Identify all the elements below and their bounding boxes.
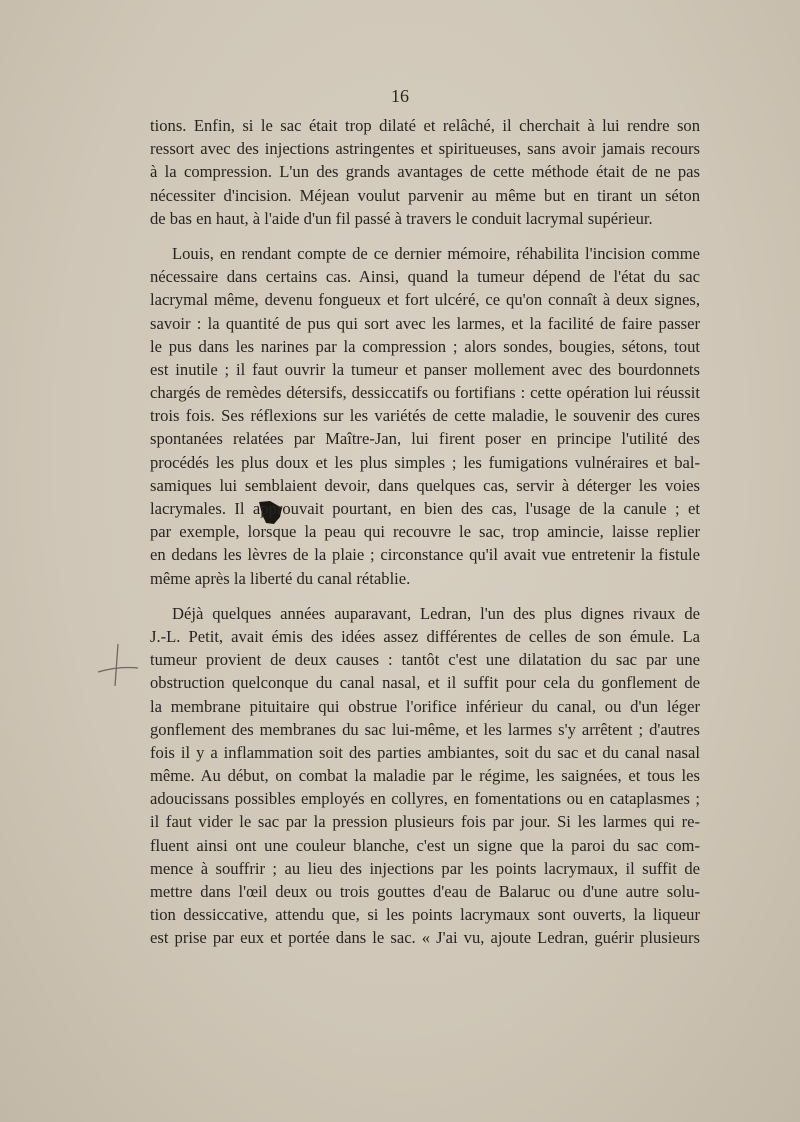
text-line: Louis, en rendant compte de ce dernier mémoire, réhabilita l'incision comme (172, 243, 700, 263)
text-line: lacrymales. Il approuvait pourtant, en bien des cas, l'usage de la canule ; et (150, 499, 700, 518)
text-line: obstruction quelconque du canal nasal, et il suffit pour cela du gonflement de (150, 673, 700, 693)
text-line: samiques lui semblaient devoir, dans quelques cas, servir à déterger les voies (150, 475, 700, 495)
text-line: nécessaire dans certains cas. Ainsi, quand la tumeur dépend de l'état du sac (150, 267, 700, 287)
text-line: même. Au début, on combat la maladie par le régime, les saignées, et tous les (150, 766, 700, 786)
text-line: lacrymal même, devenu fongueux et fort ulcéré, ce qu'on connaît à deux signes, (150, 290, 700, 310)
text-line: procédés les plus doux et les plus simples ; les fumigations vulnéraires et bal- (150, 452, 700, 472)
text-line: trois fois. Ses réflexions sur les variétés de cette maladie, le souvenir des cures (150, 406, 700, 426)
text-line: il faut vider le sac par la pression plusieurs fois par jour. Si les larmes qui re- (150, 812, 700, 832)
text-line: Déjà quelques années auparavant, Ledran, l'un des plus dignes rivaux de (172, 603, 700, 623)
text-line: tumeur provient de deux causes : tantôt c'est une dilatation du sac par une (150, 650, 700, 670)
text-line: par exemple, lorsque la peau qui recouvre le sac, trop amincie, laisse replier (150, 522, 700, 542)
body-text (150, 114, 700, 950)
text-line: chargés de remèdes détersifs, dessiccatifs ou fortifians : cette opération lui réussit (150, 383, 700, 403)
text-line: gonflement des membranes du sac lui-même, et les larmes s'y arrêtent ; d'autres (150, 719, 700, 739)
text-line: à la compression. L'un des grands avantages de cette méthode était de ne pas (150, 162, 700, 182)
text-line: tions. Enfin, si le sac était trop dilaté et relâché, il cherchait à lui rendre son (150, 116, 700, 135)
text-line: de bas en haut, à l'aide d'un fil passé à travers le conduit lacrymal supérieur. (150, 208, 653, 228)
text-line: ressort avec des injections astringentes et spiritueuses, sans avoir jamais recours (150, 139, 700, 159)
text-line: même après la liberté du canal rétablie. (150, 568, 411, 588)
text-line: spontanées relatées par Maître-Jan, lui firent poser en principe l'utilité des (150, 429, 700, 449)
text-line: J.-L. Petit, avait émis des idées assez différentes de celles de son émule. La (150, 626, 700, 646)
text-line: fluent ainsi ont une couleur blanche, c'est un signe que la paroi du sac com- (150, 835, 700, 855)
text-line: tion dessiccative, attendu que, si les points lacrymaux sont ouverts, la liqueur (150, 905, 700, 925)
text-line: adoucissans possibles employés en collyres, en fomentations ou en cataplasmes ; (150, 789, 700, 809)
text-line: est prise par eux et portée dans le sac. « J'ai vu, ajoute Ledran, guérir plusieurs (150, 928, 700, 948)
text-line: nécessiter d'incision. Méjean voulut parvenir au même but en tirant un séton (150, 185, 700, 205)
text-line: en dedans les lèvres de la plaie ; circonstance qu'il avait vue entretenir la fistule (150, 545, 700, 565)
text-line: savoir : la quantité de pus qui sort avec les larmes, et la facilité de faire passer (150, 313, 700, 333)
text-line: mettre dans l'œil deux ou trois gouttes d'eau de Balaruc ou d'une autre solu- (150, 882, 700, 901)
text-line: le pus dans les narines par la compression ; alors sondes, bougies, sétons, tout (150, 336, 700, 356)
page-number: 16 (391, 86, 409, 106)
text-line: est inutile ; il faut ouvrir la tumeur et panser mollement avec des bourdonnets (150, 359, 700, 379)
text-line: fois il y a inflammation soit des parties ambiantes, soit du sac et du canal nasal (150, 742, 700, 762)
text-line: la membrane pituitaire qui obstrue l'orifice inférieur du canal, ou d'un léger (150, 696, 700, 716)
text-line: mence à souffrir ; au lieu des injections par les points lacrymaux, il suffit de (150, 858, 700, 878)
margin-cross-mark (96, 642, 140, 688)
